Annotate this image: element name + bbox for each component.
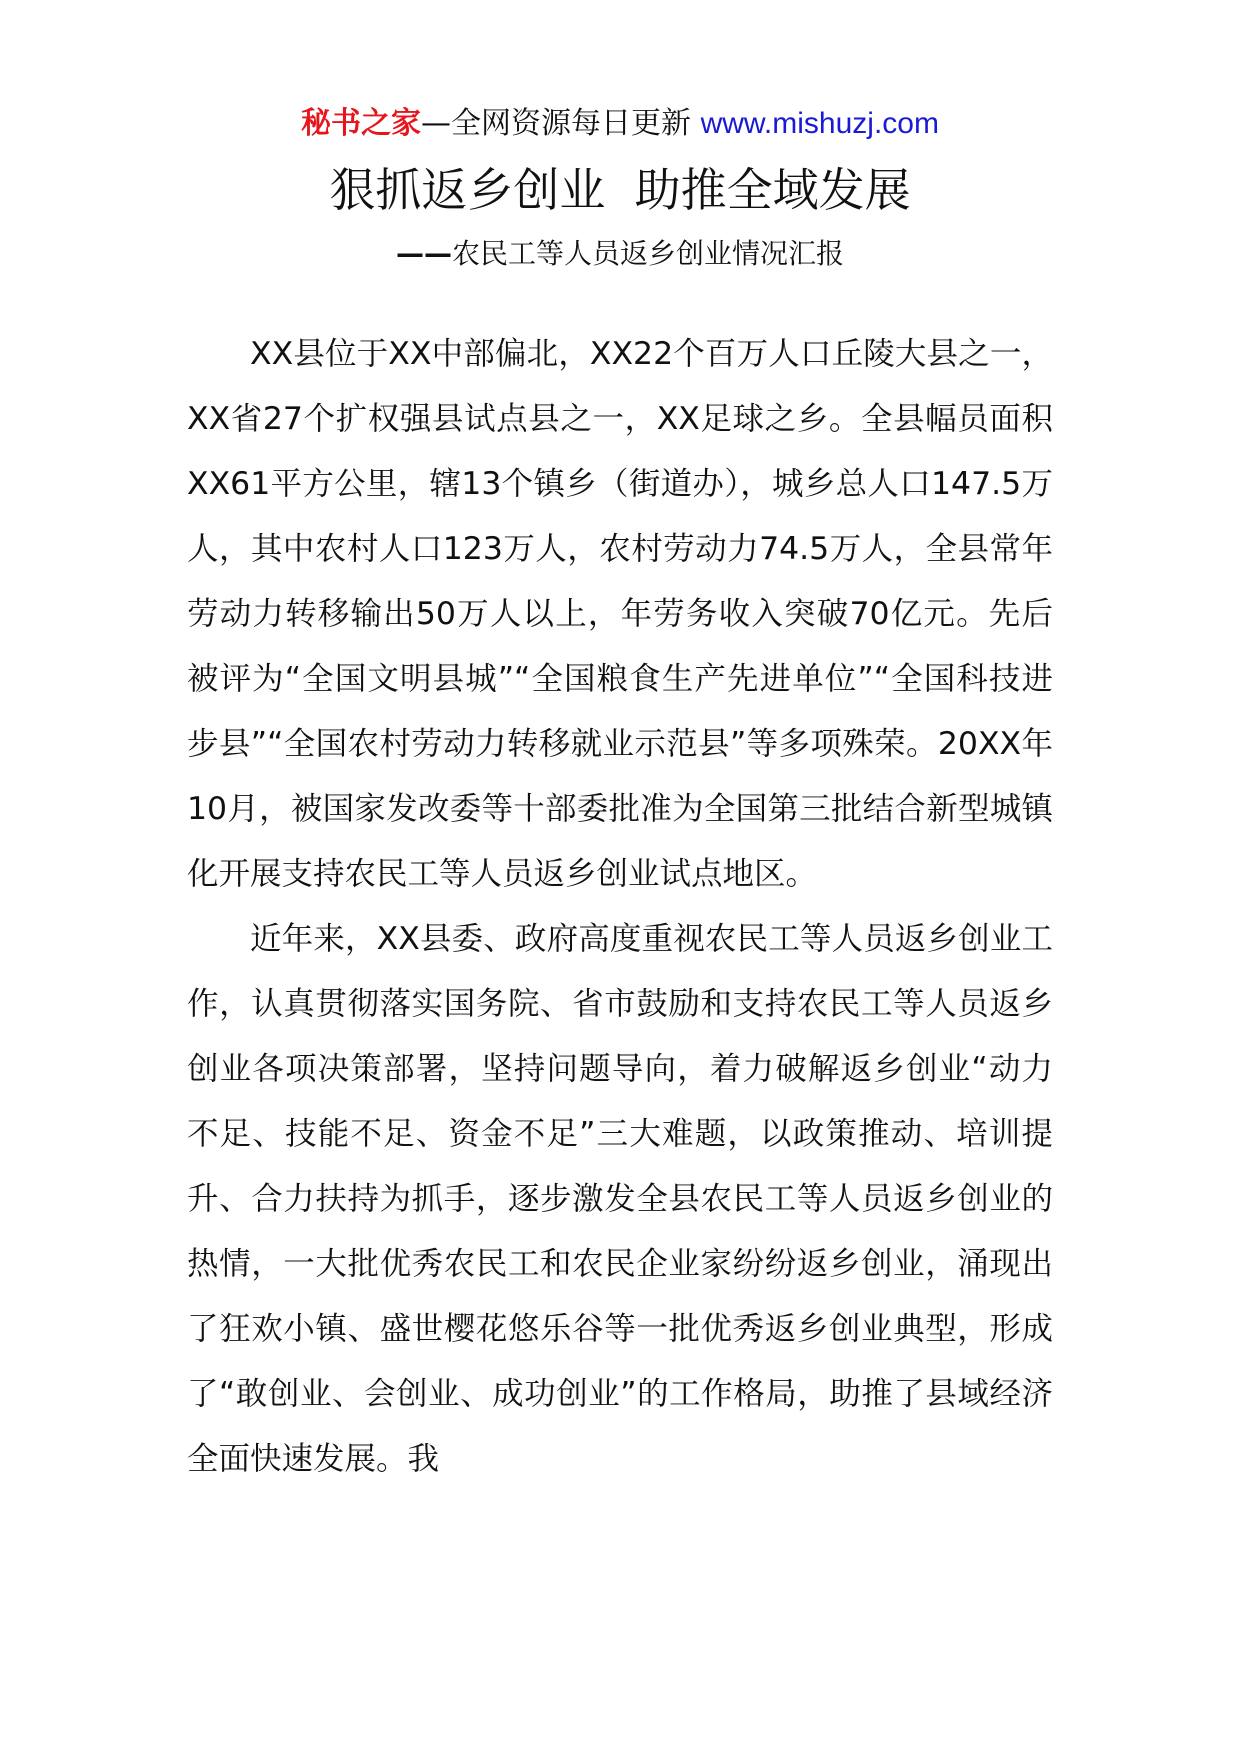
subtitle-dash: —— (395, 237, 452, 270)
body-paragraph: XX县位于XX中部偏北，XX22个百万人口丘陵大县之一，XX省27个扩权强县试点县之一，XX足球之乡。全县幅员面积XX61平方公里，辖13个镇乡（街道办），城乡总人口147.5万人，其中农村人口123万人，农村劳动力74.5万人，全县常年劳动力转移输出50万人以上，年劳务收入突破70亿元。先后被评为“全国文明县城”“全国粮食生产先进单位”“全国科技进步县”“全国农村劳动力转移就业示范县”等多项殊荣。20XX年10月，被国家发改委等十部委批准为全国第三批结合新型城镇化开展支持农民工等人员返乡创业试点地区。 (187, 336, 1053, 892)
site-header-banner (0, 100, 1240, 148)
header-tagline: —全网资源每日更新 (421, 106, 692, 141)
document-title: 狠抓返乡创业 助推全域发展 (329, 163, 911, 217)
document-body (187, 322, 1053, 1492)
brand-name: 秘书之家 (301, 106, 422, 141)
body-paragraph: 近年来，XX县委、政府高度重视农民工等人员返乡创业工作，认真贯彻落实国务院、省市鼓励和支持农民工等人员返乡创业各项决策部署，坚持问题导向，着力破解返乡创业“动力不足、技能不足、资金不足”三大难题，以政策推动、培训提升、合力扶持为抓手，逐步激发全县农民工等人员返乡创业的热情，一大批优秀农民工和农民企业家纷纷返乡创业，涌现出了狂欢小镇、盛世樱花悠乐谷等一批优秀返乡创业典型，形成了“敢创业、会创业、成功创业”的工作格局，助推了县域经济全面快速发展。我 (187, 921, 1053, 1477)
document-subtitle (0, 232, 1240, 276)
subtitle-text: 农民工等人员返乡创业情况汇报 (451, 237, 844, 270)
site-url-link[interactable]: www.mishuzj.com (700, 107, 939, 140)
